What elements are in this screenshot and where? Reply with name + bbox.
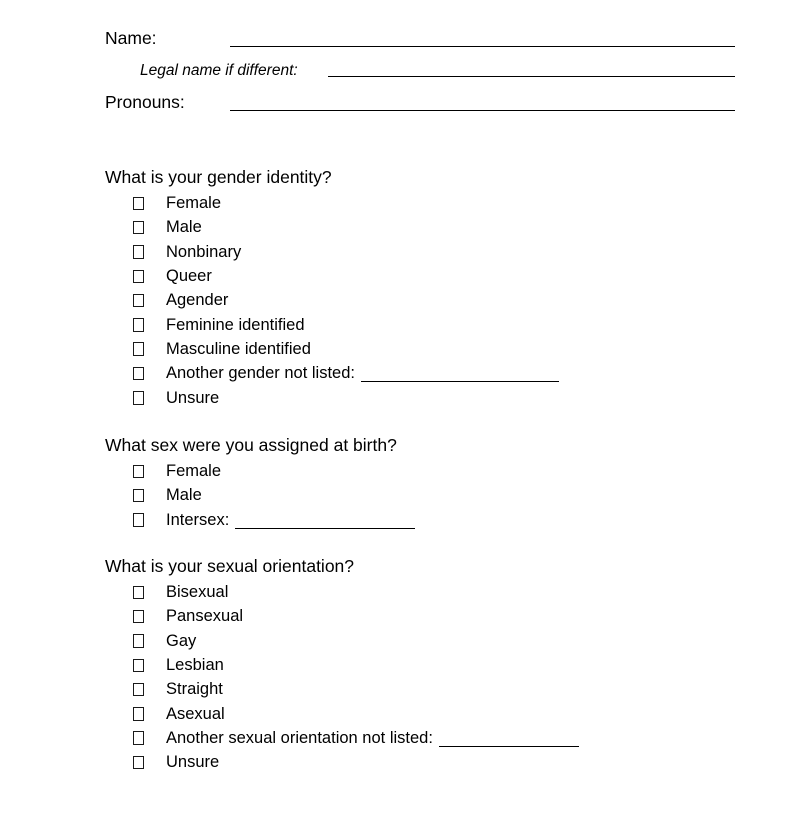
checkbox-icon[interactable] xyxy=(133,731,144,745)
option-label: Unsure xyxy=(166,388,220,407)
name-field-row xyxy=(105,30,735,63)
name-field-label: Name: xyxy=(105,28,157,48)
option-row[interactable] xyxy=(105,677,795,701)
options-sexual-orientation xyxy=(105,580,795,774)
checkbox-icon[interactable] xyxy=(133,391,144,405)
option-label: Intersex: xyxy=(166,510,230,529)
checkbox-icon[interactable] xyxy=(133,610,144,624)
checkbox-icon[interactable] xyxy=(133,221,144,235)
option-label: Feminine identified xyxy=(166,315,305,334)
section-sexual-orientation xyxy=(105,557,795,775)
option-label: Nonbinary xyxy=(166,242,242,261)
option-row[interactable] xyxy=(105,216,795,240)
option-row[interactable] xyxy=(105,191,795,215)
checkbox-icon[interactable] xyxy=(133,245,144,259)
checkbox-icon[interactable] xyxy=(133,659,144,673)
inline-writeline[interactable] xyxy=(439,733,579,747)
checkbox-icon[interactable] xyxy=(133,342,144,356)
option-row[interactable] xyxy=(105,605,795,629)
option-row[interactable] xyxy=(105,484,795,508)
option-row[interactable] xyxy=(105,288,795,312)
option-label: Another gender not listed: xyxy=(166,364,355,383)
option-row[interactable] xyxy=(105,337,795,361)
option-row[interactable] xyxy=(105,361,795,385)
option-row[interactable] xyxy=(105,750,795,774)
checkbox-icon[interactable] xyxy=(133,294,144,308)
legal-name-field-row xyxy=(105,63,735,94)
option-label: Female xyxy=(166,194,222,213)
legal-name-field-writeline[interactable] xyxy=(328,76,735,77)
identity-fields-block xyxy=(105,30,735,127)
question-sex-assigned-at-birth: What sex were you assigned at birth? xyxy=(105,435,397,455)
checkbox-icon[interactable] xyxy=(133,756,144,770)
checkbox-icon[interactable] xyxy=(133,197,144,211)
option-label: Asexual xyxy=(166,704,225,723)
option-row[interactable] xyxy=(105,264,795,288)
name-field-writeline[interactable] xyxy=(230,46,735,47)
section-sex-assigned-at-birth xyxy=(105,436,795,532)
options-sex-assigned-at-birth xyxy=(105,459,795,532)
option-label: Lesbian xyxy=(166,656,224,675)
option-row[interactable] xyxy=(105,240,795,264)
option-label: Straight xyxy=(166,680,223,699)
option-label: Male xyxy=(166,486,202,505)
option-label: Queer xyxy=(166,267,212,286)
checkbox-icon[interactable] xyxy=(133,367,144,381)
checkbox-icon[interactable] xyxy=(133,707,144,721)
pronouns-field-writeline[interactable] xyxy=(230,110,735,111)
checkbox-icon[interactable] xyxy=(133,513,144,527)
option-row[interactable] xyxy=(105,508,795,532)
options-gender-identity xyxy=(105,191,795,410)
option-row[interactable] xyxy=(105,313,795,337)
checkbox-icon[interactable] xyxy=(133,318,144,332)
checkbox-icon[interactable] xyxy=(133,489,144,503)
option-label: Agender xyxy=(166,291,229,310)
option-row[interactable] xyxy=(105,580,795,604)
option-label: Another sexual orientation not listed: xyxy=(166,728,433,747)
option-row[interactable] xyxy=(105,726,795,750)
option-label: Gay xyxy=(166,631,197,650)
checkbox-icon[interactable] xyxy=(133,270,144,284)
pronouns-field-label: Pronouns: xyxy=(105,92,185,112)
option-row[interactable] xyxy=(105,653,795,677)
inline-writeline[interactable] xyxy=(235,515,415,529)
option-label: Masculine identified xyxy=(166,339,311,358)
option-row[interactable] xyxy=(105,459,795,483)
option-row[interactable] xyxy=(105,702,795,726)
legal-name-field-label: Legal name if different: xyxy=(140,62,298,79)
option-label: Pansexual xyxy=(166,607,244,626)
checkbox-icon[interactable] xyxy=(133,683,144,697)
checkbox-icon[interactable] xyxy=(133,465,144,479)
checkbox-icon[interactable] xyxy=(133,586,144,600)
option-label: Male xyxy=(166,218,202,237)
pronouns-field-row xyxy=(105,94,735,127)
section-gender-identity xyxy=(105,168,795,410)
inline-writeline[interactable] xyxy=(361,368,559,382)
question-gender-identity: What is your gender identity? xyxy=(105,167,332,187)
option-label: Female xyxy=(166,462,222,481)
option-row[interactable] xyxy=(105,386,795,410)
checkbox-icon[interactable] xyxy=(133,634,144,648)
option-label: Bisexual xyxy=(166,583,229,602)
option-label: Unsure xyxy=(166,753,220,772)
option-row[interactable] xyxy=(105,629,795,653)
question-sexual-orientation: What is your sexual orientation? xyxy=(105,556,355,576)
